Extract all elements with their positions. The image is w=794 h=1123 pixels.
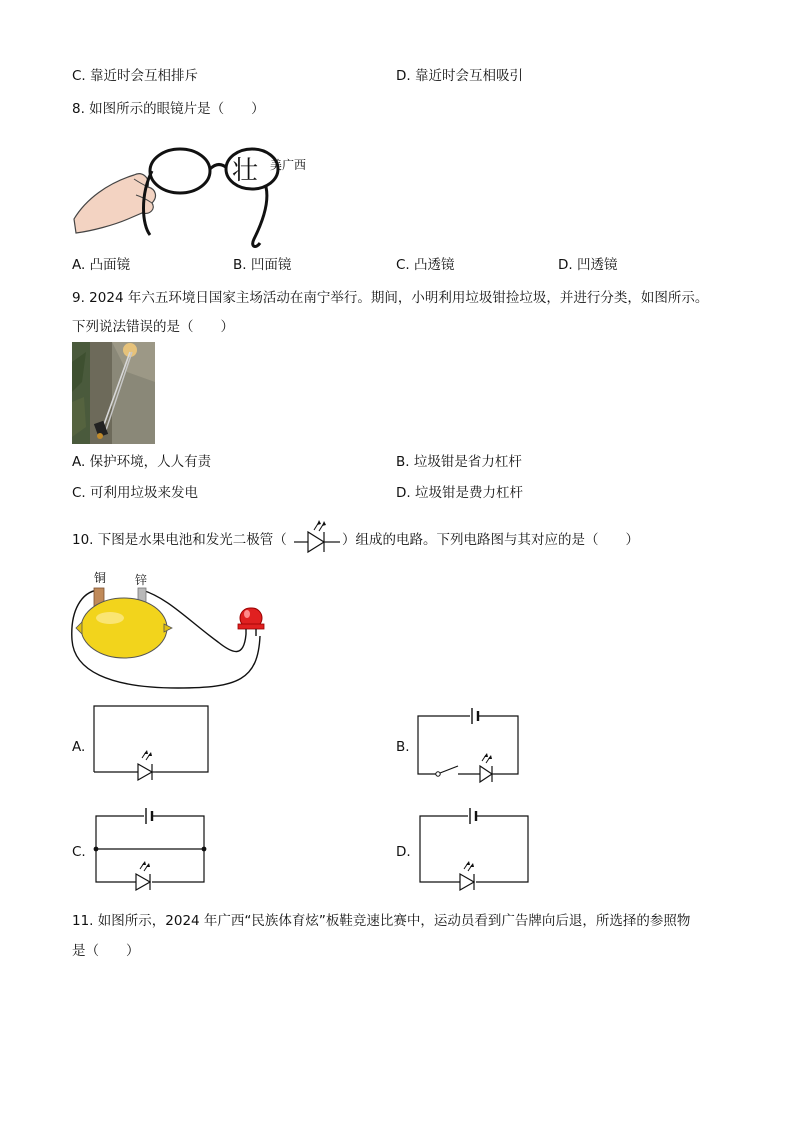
circuit-a (94, 706, 210, 786)
q11-stem-line1: 11. 如图所示，2024 年广西“民族体育炫”板鞋竞速比赛中，运动员看到广告牌向后退，所选择的参照物 (72, 913, 691, 929)
q9-option-a: A. 保护环境，人人有责 (72, 454, 212, 470)
q10-option-b-label: B. (396, 739, 410, 755)
q9-option-d: D. 垃圾钳是费力杠杆 (396, 485, 523, 501)
q8-option-b: B. 凹面镜 (233, 257, 292, 273)
switch-pivot (436, 772, 440, 776)
q8-option-c: C. 凸透镜 (396, 257, 455, 273)
lemon (81, 598, 167, 658)
q9-option-c: C. 可利用垃圾来发电 (72, 485, 199, 501)
q10-option-d-label: D. (396, 844, 411, 860)
circuit-c (94, 806, 208, 886)
q9-stem-line1: 9. 2024 年六五环境日国家主场活动在南宁举行。期间，小明利用垃圾钳捡垃圾，并进行分类，如图所示。 (72, 290, 709, 306)
switch-icon (440, 766, 458, 773)
q8-option-a: A. 凸面镜 (72, 257, 131, 273)
glasses-text-small: 美广西 (270, 158, 307, 172)
q9-trash-picker-photo (72, 342, 155, 444)
q8-option-d: D. 凹透镜 (558, 257, 618, 273)
q11-stem-line2: 是（ ） (72, 943, 140, 959)
q10-fruit-battery-figure (68, 570, 278, 695)
q7-option-d: D. 靠近时会互相吸引 (396, 68, 523, 84)
q10-option-a-label: A. (72, 739, 86, 755)
left-lens (150, 149, 210, 193)
q9-stem-line2: 下列说法错误的是（ ） (72, 319, 234, 335)
label-copper: 铜 (94, 571, 107, 585)
circuit-b (418, 704, 520, 784)
q7-option-c: C. 靠近时会互相排斥 (72, 68, 199, 84)
q10-stem-post: ）组成的电路。下列电路图与其对应的是（ ） (342, 532, 639, 548)
led-symbol-icon (292, 516, 342, 560)
q10-option-c-label: C. (72, 844, 86, 860)
q9-option-b: B. 垃圾钳是省力杠杆 (396, 454, 522, 470)
q8-stem: 8. 如图所示的眼镜片是（ ） (72, 101, 265, 117)
glasses-text-big: 壮 (232, 156, 259, 186)
hand-icon (123, 343, 137, 357)
circuit-d (418, 806, 532, 888)
q10-stem-pre: 10. 下图是水果电池和发光二极管（ (72, 532, 287, 548)
q8-glasses-figure (70, 135, 330, 255)
label-zinc: 锌 (135, 573, 148, 587)
